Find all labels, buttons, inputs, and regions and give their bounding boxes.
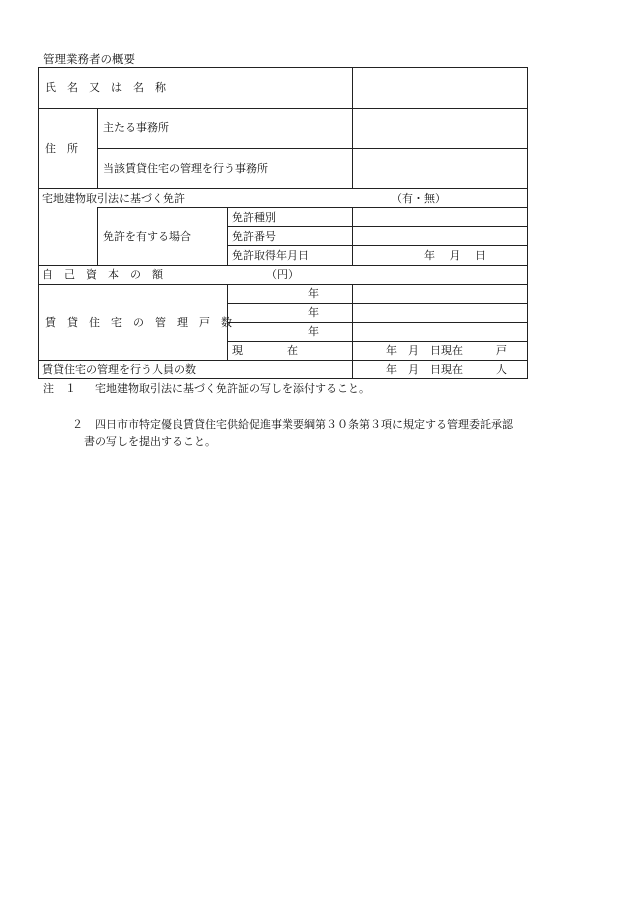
current-label: 現 在 [232,344,298,357]
management-overview-table [38,67,528,379]
address-label: 住 所 [45,142,78,155]
capital-unit: （円） [266,268,299,281]
column-divider [352,284,353,379]
year-label: 年 [308,325,319,338]
note-2-prefix: ２ [72,418,83,431]
row-divider [97,148,528,149]
name-label: 氏 名 又 は 名 称 [45,81,166,94]
capital-label: 自 己 資 本 の 額 [42,268,163,281]
column-divider [352,207,353,265]
row-divider [38,284,528,285]
table-border-bottom [38,378,528,379]
license-date-value: 年 月 日 [424,249,486,262]
table-border-left [38,67,39,379]
row-divider [38,188,528,189]
column-divider [97,108,98,188]
license-type-label: 免許種別 [232,211,276,224]
column-divider [352,67,353,188]
license-value: （有・無） [391,192,446,205]
staff-count-label: 賃貸住宅の管理を行う人員の数 [42,363,196,376]
column-divider [227,207,228,265]
note-1-text: 宅地建物取引法に基づく免許証の写しを添付すること。 [95,382,370,395]
note-2-line-1: 四日市市特定優良賃貸住宅供給促進事業要綱第３０条第３項に規定する管理委託承認 [95,418,513,431]
row-divider [227,245,528,246]
managing-office-label: 当該賃貸住宅の管理を行う事務所 [103,162,268,175]
license-date-label: 免許取得年月日 [232,249,309,262]
row-divider [227,226,528,227]
if-licensed-label: 免許を有する場合 [103,230,191,243]
row-divider [227,303,528,304]
row-divider [227,322,528,323]
form-caption: 管理業務者の概要 [43,52,135,66]
managed-units-label: 賃 貸 住 宅 の 管 理 戸 数 [45,316,232,329]
note-1-prefix: 注 １ [43,382,76,395]
note-2-line-2: 書の写しを提出すること。 [84,435,216,448]
year-label: 年 [308,306,319,319]
row-divider [38,360,528,361]
column-divider [97,207,98,265]
row-divider [38,265,528,266]
row-divider [38,108,528,109]
table-border-top [38,67,528,68]
table-border-right [527,67,528,379]
license-label: 宅地建物取引法に基づく免許 [42,192,185,205]
license-number-label: 免許番号 [232,230,276,243]
row-divider [227,341,528,342]
row-divider [97,207,528,208]
current-units-value: 年 月 日現在 戸 [386,344,507,357]
main-office-label: 主たる事務所 [103,121,169,134]
staff-count-value: 年 月 日現在 人 [386,363,507,376]
year-label: 年 [308,287,319,300]
